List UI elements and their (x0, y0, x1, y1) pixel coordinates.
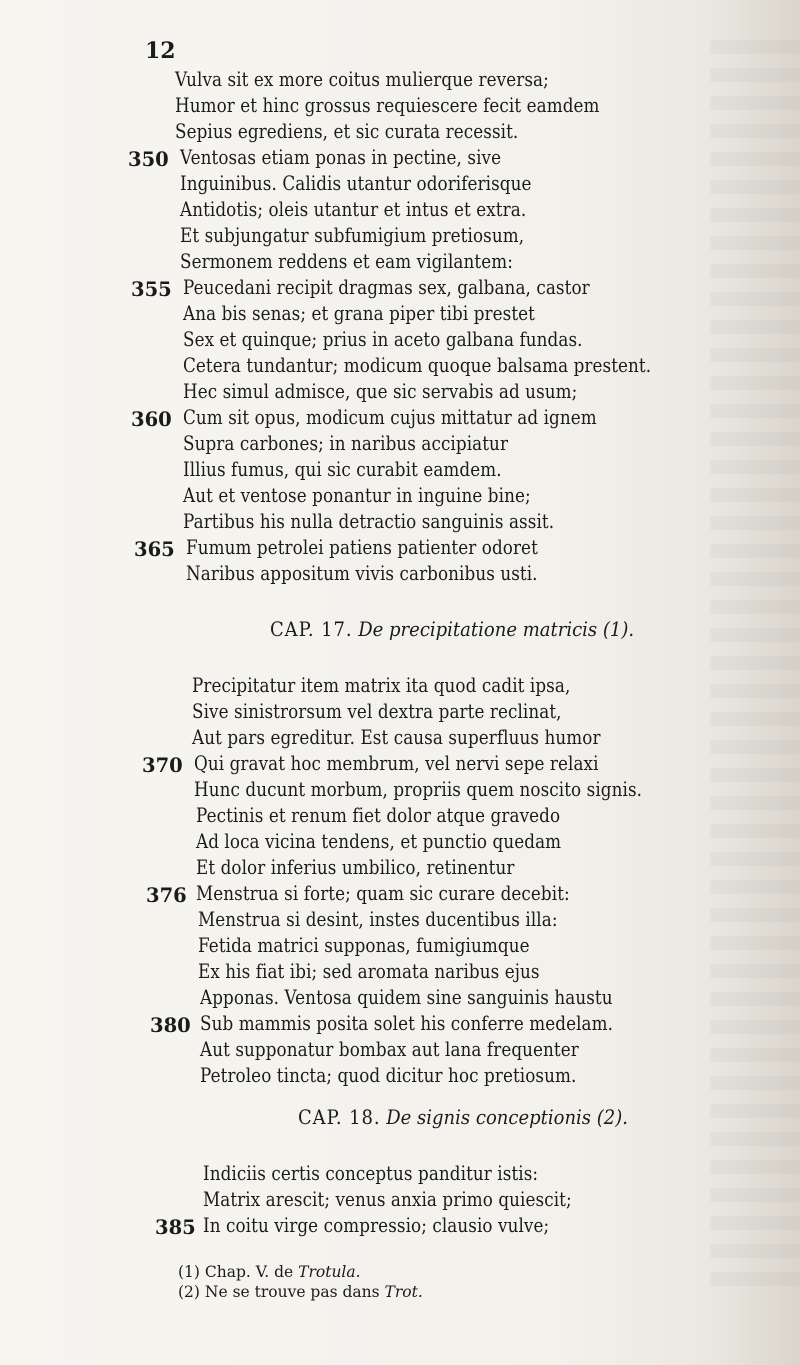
verse-line: Ad loca vicina tendens, et punctio quedam (196, 830, 562, 853)
verse-line: In coitu virge compressio; clausio vulve; (203, 1214, 550, 1237)
line-number: 370 (142, 754, 183, 777)
verse-line: Humor et hinc grossus requiescere fecit eamdem (175, 94, 600, 117)
verse-line: Indiciis certis conceptus panditur istis: (203, 1162, 539, 1185)
verse-line: Supra carbones; in naribus accipiatur (183, 432, 509, 455)
verse-line: Partibus his nulla detractio sanguinis assit. (183, 510, 555, 533)
chapter-number: CAP. 18. (298, 1105, 381, 1129)
verse-line: Fumum petrolei patiens patienter odoret (186, 536, 538, 559)
chapter-title: De precipitatione matricis (1). (358, 617, 635, 641)
verse-line: Aut pars egreditur. Est causa superfluus humor (192, 726, 601, 749)
verse-line: Apponas. Ventosa quidem sine sanguinis haustu (200, 986, 613, 1009)
verse-line: Fetida matrici supponas, fumigiumque (198, 934, 530, 957)
verse-line: Ventosas etiam ponas in pectine, sive (180, 146, 502, 169)
verse-line: Illius fumus, qui sic curabit eamdem. (183, 458, 502, 481)
page-number: 12 (145, 38, 176, 64)
verse-line: Pectinis et renum fiet dolor atque gravedo (196, 804, 561, 827)
chapter-heading (270, 619, 634, 639)
verse-line: Naribus appositum vivis carbonibus usti. (186, 562, 538, 585)
verse-line: Antidotis; oleis utantur et intus et extra. (180, 198, 527, 221)
verse-line: Et subjungatur subfumigium pretiosum, (180, 224, 525, 247)
line-number: 376 (146, 884, 187, 907)
footnote (178, 1285, 423, 1301)
footnote-mark: (2) (178, 1283, 200, 1301)
line-number: 355 (131, 278, 172, 301)
chapter-title: De signis conceptionis (2). (386, 1105, 628, 1129)
verse-line: Inguinibus. Calidis utantur odoriferisque (180, 172, 532, 195)
verse-line: Ana bis senas; et grana piper tibi prestet (183, 302, 536, 325)
line-number: 380 (150, 1014, 191, 1037)
line-number: 385 (155, 1216, 196, 1239)
footnote-work: Trot. (384, 1283, 423, 1301)
verse-line: Hec simul admisce, que sic servabis ad usum; (183, 380, 578, 403)
verse-line: Sive sinistrorsum vel dextra parte reclinat, (192, 700, 562, 723)
verse-line: Sermonem reddens et eam vigilantem: (180, 250, 513, 273)
line-number: 360 (131, 408, 172, 431)
verse-line: Sepius egrediens, et sic curata recessit. (175, 120, 519, 143)
footnote-mark: (1) (178, 1263, 200, 1281)
verse-line: Sex et quinque; prius in aceto galbana fundas. (183, 328, 583, 351)
verse-line: Aut supponatur bombax aut lana frequenter (200, 1038, 579, 1061)
verse-line: Aut et ventose ponantur in inguine bine; (183, 484, 531, 507)
verse-line: Sub mammis posita solet his conferre medelam. (200, 1012, 614, 1035)
verse-line: Ex his fiat ibi; sed aromata naribus ejus (198, 960, 540, 983)
verse-line: Matrix arescit; venus anxia primo quiescit; (203, 1188, 572, 1211)
verse-line: Hunc ducunt morbum, propriis quem noscito signis. (194, 778, 643, 801)
verse-line: Petroleo tincta; quod dicitur hoc pretiosum. (200, 1064, 577, 1087)
line-number: 365 (134, 538, 175, 561)
bleed-through-text (710, 40, 800, 1300)
verse-line: Cum sit opus, modicum cujus mittatur ad ignem (183, 406, 597, 429)
footnote-text: Chap. V. de (204, 1263, 294, 1281)
footnote-text: Ne se trouve pas dans (204, 1283, 380, 1301)
verse-line: Cetera tundantur; modicum quoque balsama prestent. (183, 354, 652, 377)
chapter-number: CAP. 17. (270, 617, 353, 641)
verse-line: Peucedani recipit dragmas sex, galbana, castor (183, 276, 590, 299)
line-number: 350 (128, 148, 169, 171)
verse-line: Vulva sit ex more coitus mulierque reversa; (175, 68, 549, 91)
verse-line: Qui gravat hoc membrum, vel nervi sepe relaxi (194, 752, 599, 775)
chapter-heading (298, 1107, 628, 1127)
footnote (178, 1265, 361, 1281)
verse-line: Et dolor inferius umbilico, retinentur (196, 856, 515, 879)
verse-line: Menstrua si desint, instes ducentibus illa: (198, 908, 558, 931)
verse-line: Menstrua si forte; quam sic curare decebit: (196, 882, 570, 905)
footnote-work: Trotula. (298, 1263, 361, 1281)
verse-line: Precipitatur item matrix ita quod cadit ipsa, (192, 674, 571, 697)
